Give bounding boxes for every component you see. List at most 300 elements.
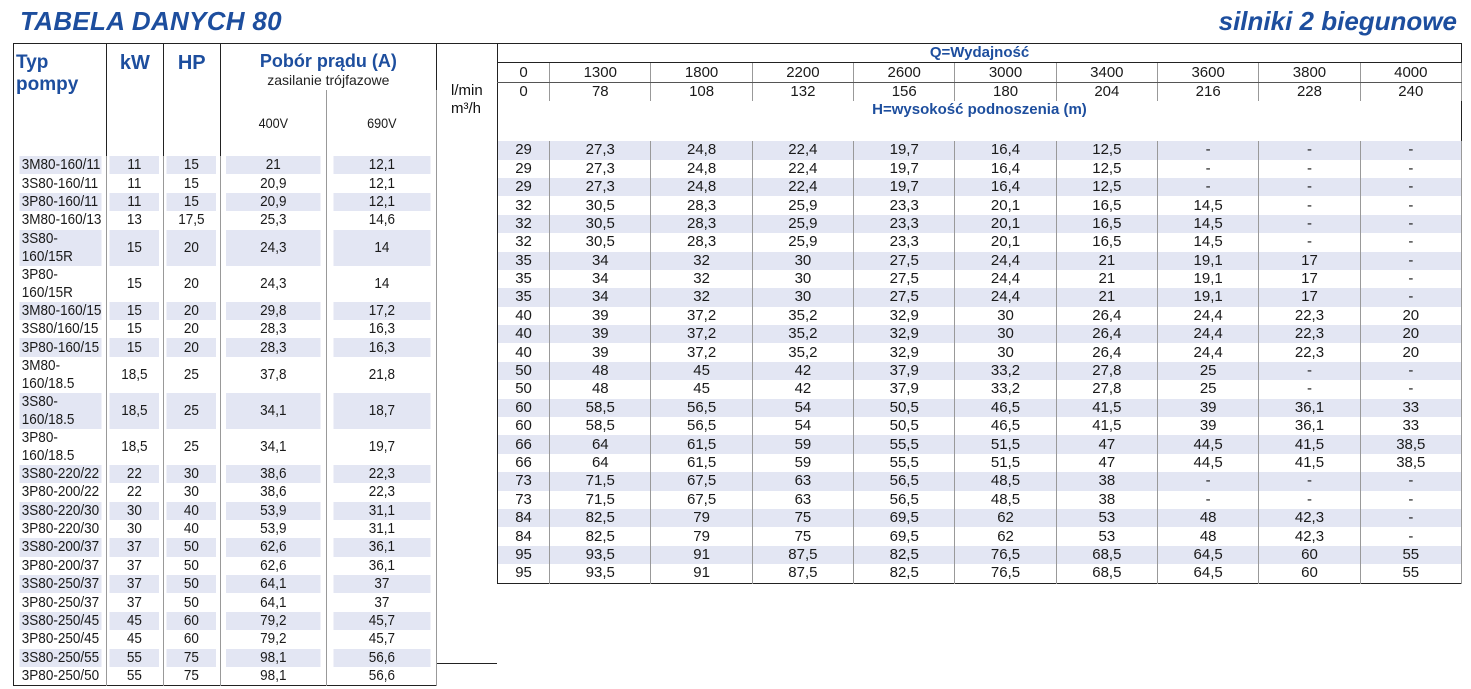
head-value-cell: 84 bbox=[498, 527, 550, 545]
head-value-cell: 32 bbox=[498, 196, 550, 214]
head-value-cell: 21 bbox=[1056, 252, 1157, 270]
head-value-cell: - bbox=[1158, 491, 1259, 509]
head-value-cell: 40 bbox=[498, 325, 550, 343]
pump-type-cell: 3S80-160/18.5 bbox=[18, 393, 102, 429]
header-690v: 690V bbox=[332, 90, 431, 156]
head-value-cell: 27,5 bbox=[854, 252, 955, 270]
head-value-cell: 61,5 bbox=[651, 435, 752, 453]
table-row bbox=[498, 288, 1462, 306]
head-value-cell: - bbox=[1360, 196, 1461, 214]
hp-cell: 20 bbox=[166, 302, 217, 320]
current-400v-cell: 79,2 bbox=[226, 630, 322, 648]
head-value-cell: 20,1 bbox=[955, 233, 1056, 251]
head-value-cell: 30,5 bbox=[550, 215, 651, 233]
current-690v-cell: 45,7 bbox=[332, 612, 431, 630]
current-400v-cell: 53,9 bbox=[226, 520, 322, 538]
head-value-cell: 56,5 bbox=[651, 399, 752, 417]
head-value-cell: 27,3 bbox=[550, 141, 651, 159]
kw-cell: 18,5 bbox=[109, 357, 160, 393]
header-pump-type: Typ pompy bbox=[14, 44, 107, 157]
head-value-cell: 75 bbox=[752, 509, 853, 527]
table-row bbox=[14, 174, 437, 192]
head-value-cell: 29 bbox=[498, 160, 550, 178]
head-value-cell: 87,5 bbox=[752, 546, 853, 564]
flow-lmin-cell: 2600 bbox=[854, 63, 955, 82]
head-value-cell: 76,5 bbox=[955, 564, 1056, 583]
current-690v-cell: 19,7 bbox=[332, 429, 431, 465]
head-value-cell: 54 bbox=[752, 417, 853, 435]
head-value-cell: 59 bbox=[752, 435, 853, 453]
hp-cell: 60 bbox=[166, 630, 217, 648]
head-value-cell: 67,5 bbox=[651, 472, 752, 490]
pump-type-cell: 3S80-220/22 bbox=[18, 465, 102, 483]
head-value-cell: 24,4 bbox=[955, 270, 1056, 288]
pump-spec-body bbox=[14, 156, 437, 686]
table-row bbox=[498, 196, 1462, 214]
current-690v-cell: 36,1 bbox=[332, 538, 431, 556]
kw-cell: 11 bbox=[109, 193, 160, 211]
current-400v-cell: 34,1 bbox=[226, 393, 322, 429]
head-value-cell: 41,5 bbox=[1259, 435, 1360, 453]
current-690v-cell: 14 bbox=[332, 230, 431, 266]
current-690v-cell: 12,1 bbox=[332, 156, 431, 174]
head-value-cell: 26,4 bbox=[1056, 343, 1157, 361]
head-value-cell: 66 bbox=[498, 435, 550, 453]
pump-type-cell: 3P80-250/45 bbox=[18, 630, 102, 648]
head-value-cell: 33 bbox=[1360, 399, 1461, 417]
head-value-cell: 44,5 bbox=[1158, 454, 1259, 472]
head-value-cell: 47 bbox=[1056, 435, 1157, 453]
hp-cell: 25 bbox=[166, 357, 217, 393]
hp-cell: 20 bbox=[166, 338, 217, 356]
head-value-cell: 36,1 bbox=[1259, 417, 1360, 435]
kw-cell: 15 bbox=[109, 230, 160, 266]
table-row bbox=[14, 649, 437, 667]
head-value-cell: 50 bbox=[498, 362, 550, 380]
current-400v-cell: 25,3 bbox=[226, 211, 322, 229]
head-value-cell: 37,2 bbox=[651, 343, 752, 361]
table-row bbox=[498, 435, 1462, 453]
head-value-cell: 39 bbox=[1158, 417, 1259, 435]
head-value-cell: 32 bbox=[651, 288, 752, 306]
head-value-cell: - bbox=[1360, 178, 1461, 196]
head-value-cell: 62 bbox=[955, 527, 1056, 545]
table-row bbox=[498, 215, 1462, 233]
head-value-cell: 34 bbox=[550, 252, 651, 270]
unit-column bbox=[437, 43, 497, 664]
current-690v-cell: 31,1 bbox=[332, 502, 431, 520]
head-value-cell: - bbox=[1360, 141, 1461, 159]
kw-cell: 55 bbox=[109, 649, 160, 667]
kw-cell: 55 bbox=[109, 667, 160, 686]
head-value-cell: 63 bbox=[752, 472, 853, 490]
head-value-cell: 71,5 bbox=[550, 491, 651, 509]
flow-m3h-cell: 132 bbox=[752, 82, 853, 101]
current-400v-cell: 38,6 bbox=[226, 465, 322, 483]
head-value-cell: 20 bbox=[1360, 307, 1461, 325]
head-value-cell: 25,9 bbox=[752, 196, 853, 214]
head-value-cell: 25,9 bbox=[752, 233, 853, 251]
hp-cell: 25 bbox=[166, 393, 217, 429]
head-value-cell: 17 bbox=[1259, 270, 1360, 288]
current-690v-cell: 56,6 bbox=[332, 649, 431, 667]
current-690v-cell: 18,7 bbox=[332, 393, 431, 429]
head-value-cell: 39 bbox=[550, 325, 651, 343]
head-value-cell: 91 bbox=[651, 564, 752, 583]
head-value-cell: 24,8 bbox=[651, 160, 752, 178]
head-value-cell: 27,3 bbox=[550, 178, 651, 196]
table-row bbox=[498, 325, 1462, 343]
pump-type-cell: 3S80-200/37 bbox=[18, 538, 102, 556]
head-value-cell: 16,4 bbox=[955, 141, 1056, 159]
table-row bbox=[498, 252, 1462, 270]
table-row bbox=[498, 160, 1462, 178]
head-value-cell: 48,5 bbox=[955, 491, 1056, 509]
head-value-cell: 37,2 bbox=[651, 307, 752, 325]
hp-cell: 50 bbox=[166, 557, 217, 575]
head-value-cell: 22,3 bbox=[1259, 325, 1360, 343]
head-value-cell: 45 bbox=[651, 380, 752, 398]
table-row bbox=[14, 156, 437, 174]
head-value-cell: - bbox=[1158, 178, 1259, 196]
hp-cell: 50 bbox=[166, 575, 217, 593]
pump-type-cell: 3M80-160/11 bbox=[18, 156, 102, 174]
table-row bbox=[14, 557, 437, 575]
kw-cell: 15 bbox=[109, 266, 160, 302]
head-value-cell: 91 bbox=[651, 546, 752, 564]
kw-cell: 37 bbox=[109, 557, 160, 575]
head-value-cell: 37,2 bbox=[651, 325, 752, 343]
hp-cell: 30 bbox=[166, 465, 217, 483]
head-value-cell: 33,2 bbox=[955, 380, 1056, 398]
current-400v-cell: 64,1 bbox=[226, 575, 322, 593]
head-value-cell: 75 bbox=[752, 527, 853, 545]
kw-cell: 11 bbox=[109, 174, 160, 192]
head-value-cell: 56,5 bbox=[854, 472, 955, 490]
kw-cell: 22 bbox=[109, 465, 160, 483]
head-value-cell: 32 bbox=[651, 252, 752, 270]
head-value-cell: 14,5 bbox=[1158, 196, 1259, 214]
head-value-cell: - bbox=[1158, 160, 1259, 178]
table-row bbox=[498, 380, 1462, 398]
hp-cell: 20 bbox=[166, 320, 217, 338]
current-690v-cell: 56,6 bbox=[332, 667, 431, 686]
head-value-cell: 20,1 bbox=[955, 215, 1056, 233]
flow-m3h-cell: 216 bbox=[1158, 82, 1259, 101]
table-row bbox=[498, 178, 1462, 196]
flow-lmin-cell: 2200 bbox=[752, 63, 853, 82]
head-value-cell: 24,8 bbox=[651, 178, 752, 196]
hp-cell: 30 bbox=[166, 483, 217, 501]
table-row bbox=[498, 527, 1462, 545]
head-value-cell: 41,5 bbox=[1056, 399, 1157, 417]
pump-type-cell: 3S80-250/45 bbox=[18, 612, 102, 630]
kw-cell: 11 bbox=[109, 156, 160, 174]
head-value-cell: 24,4 bbox=[1158, 325, 1259, 343]
head-value-cell: 30,5 bbox=[550, 233, 651, 251]
current-690v-cell: 12,1 bbox=[332, 193, 431, 211]
head-value-cell: 12,5 bbox=[1056, 141, 1157, 159]
head-value-cell: 40 bbox=[498, 343, 550, 361]
head-value-cell: - bbox=[1259, 215, 1360, 233]
pump-type-cell: 3P80-250/37 bbox=[18, 593, 102, 611]
current-400v-cell: 53,9 bbox=[226, 502, 322, 520]
pump-type-cell: 3P80-220/30 bbox=[18, 520, 102, 538]
pump-type-cell: 3P80-200/37 bbox=[18, 557, 102, 575]
hp-cell: 15 bbox=[166, 193, 217, 211]
current-400v-cell: 28,3 bbox=[226, 320, 322, 338]
pump-type-cell: 3P80-160/15R bbox=[18, 266, 102, 302]
flow-lmin-row bbox=[498, 63, 1462, 82]
header-h-title: H=wysokość podnoszenia (m) bbox=[872, 101, 1087, 119]
head-value-cell: 22,3 bbox=[1259, 307, 1360, 325]
flow-lmin-cell: 3600 bbox=[1158, 63, 1259, 82]
head-value-cell: 48,5 bbox=[955, 472, 1056, 490]
head-value-cell: - bbox=[1259, 472, 1360, 490]
head-value-cell: 58,5 bbox=[550, 399, 651, 417]
head-value-cell: 68,5 bbox=[1056, 546, 1157, 564]
head-value-cell: - bbox=[1259, 141, 1360, 159]
head-value-cell: 95 bbox=[498, 546, 550, 564]
table-row bbox=[14, 320, 437, 338]
current-690v-cell: 12,1 bbox=[332, 174, 431, 192]
head-value-cell: 42 bbox=[752, 380, 853, 398]
table-row bbox=[14, 429, 437, 465]
head-value-cell: 16,4 bbox=[955, 178, 1056, 196]
head-value-cell: 19,7 bbox=[854, 160, 955, 178]
head-value-cell: 54 bbox=[752, 399, 853, 417]
head-value-cell: - bbox=[1360, 362, 1461, 380]
head-value-cell: 27,3 bbox=[550, 160, 651, 178]
head-value-cell: 21 bbox=[1056, 270, 1157, 288]
head-value-cell: 33 bbox=[1360, 417, 1461, 435]
head-value-cell: 45 bbox=[651, 362, 752, 380]
head-value-cell: 35,2 bbox=[752, 307, 853, 325]
head-value-cell: 28,3 bbox=[651, 233, 752, 251]
head-value-cell: 93,5 bbox=[550, 564, 651, 583]
head-value-cell: - bbox=[1360, 252, 1461, 270]
head-value-cell: 51,5 bbox=[955, 454, 1056, 472]
head-value-cell: 61,5 bbox=[651, 454, 752, 472]
head-value-cell: 46,5 bbox=[955, 399, 1056, 417]
head-value-cell: 87,5 bbox=[752, 564, 853, 583]
current-690v-cell: 16,3 bbox=[332, 320, 431, 338]
head-value-cell: 22,4 bbox=[752, 141, 853, 159]
head-value-cell: - bbox=[1360, 233, 1461, 251]
kw-cell: 15 bbox=[109, 320, 160, 338]
current-400v-cell: 79,2 bbox=[226, 612, 322, 630]
flow-m3h-cell: 108 bbox=[651, 82, 752, 101]
head-value-cell: 50,5 bbox=[854, 417, 955, 435]
flow-lmin-cell: 3000 bbox=[955, 63, 1056, 82]
head-value-cell: 33,2 bbox=[955, 362, 1056, 380]
current-400v-cell: 98,1 bbox=[226, 649, 322, 667]
head-value-cell: 44,5 bbox=[1158, 435, 1259, 453]
head-value-cell: - bbox=[1360, 380, 1461, 398]
head-table-body bbox=[498, 141, 1462, 583]
kw-cell: 45 bbox=[109, 630, 160, 648]
head-value-cell: 79 bbox=[651, 527, 752, 545]
header-hp: HP bbox=[163, 44, 220, 157]
head-value-cell: 38 bbox=[1056, 472, 1157, 490]
head-value-cell: 24,4 bbox=[955, 288, 1056, 306]
head-value-cell: 56,5 bbox=[854, 491, 955, 509]
head-value-cell: 22,4 bbox=[752, 160, 853, 178]
header-current-sub: zasilanie trójfazowe bbox=[267, 72, 390, 88]
head-value-cell: 32 bbox=[498, 233, 550, 251]
head-value-cell: 60 bbox=[1259, 546, 1360, 564]
flow-m3h-cell: 78 bbox=[550, 82, 651, 101]
head-value-cell: 20,1 bbox=[955, 196, 1056, 214]
head-value-cell: 17 bbox=[1259, 288, 1360, 306]
kw-cell: 15 bbox=[109, 338, 160, 356]
head-value-cell: - bbox=[1259, 362, 1360, 380]
head-value-cell: - bbox=[1259, 178, 1360, 196]
current-690v-cell: 21,8 bbox=[332, 357, 431, 393]
table-row bbox=[498, 343, 1462, 361]
current-400v-cell: 24,3 bbox=[226, 230, 322, 266]
head-value-cell: 47 bbox=[1056, 454, 1157, 472]
table-row bbox=[498, 270, 1462, 288]
flow-lmin-cell: 3400 bbox=[1056, 63, 1157, 82]
head-value-cell: - bbox=[1360, 472, 1461, 490]
pump-type-cell: 3P80-200/22 bbox=[18, 483, 102, 501]
head-value-cell: 14,5 bbox=[1158, 215, 1259, 233]
head-value-cell: 19,7 bbox=[854, 141, 955, 159]
flow-m3h-cell: 240 bbox=[1360, 82, 1461, 101]
head-value-cell: 14,5 bbox=[1158, 233, 1259, 251]
head-value-cell: 84 bbox=[498, 509, 550, 527]
kw-cell: 37 bbox=[109, 575, 160, 593]
head-value-cell: 12,5 bbox=[1056, 178, 1157, 196]
head-value-cell: 35 bbox=[498, 252, 550, 270]
current-400v-cell: 98,1 bbox=[226, 667, 322, 686]
current-400v-cell: 24,3 bbox=[226, 266, 322, 302]
table-row bbox=[498, 307, 1462, 325]
head-value-cell: 28,3 bbox=[651, 215, 752, 233]
kw-cell: 18,5 bbox=[109, 393, 160, 429]
head-value-cell: 55,5 bbox=[854, 435, 955, 453]
table-row bbox=[14, 465, 437, 483]
pump-type-cell: 3P80-160/15 bbox=[18, 338, 102, 356]
head-value-cell: 63 bbox=[752, 491, 853, 509]
current-400v-cell: 37,8 bbox=[226, 357, 322, 393]
head-value-cell: 46,5 bbox=[955, 417, 1056, 435]
pump-type-cell: 3S80/160/15 bbox=[18, 320, 102, 338]
head-value-cell: 93,5 bbox=[550, 546, 651, 564]
kw-cell: 15 bbox=[109, 302, 160, 320]
table-row bbox=[498, 399, 1462, 417]
head-value-cell: 82,5 bbox=[854, 564, 955, 583]
header-current bbox=[220, 44, 436, 91]
head-value-cell: 27,5 bbox=[854, 270, 955, 288]
head-table bbox=[497, 43, 1462, 584]
head-value-cell: 59 bbox=[752, 454, 853, 472]
hp-cell: 75 bbox=[166, 667, 217, 686]
table-row bbox=[14, 483, 437, 501]
head-value-cell: 73 bbox=[498, 472, 550, 490]
table-row bbox=[14, 230, 437, 266]
flow-m3h-cell: 180 bbox=[955, 82, 1056, 101]
header-kw: kW bbox=[106, 44, 163, 157]
table-row bbox=[14, 338, 437, 356]
unit-lmin: l/min bbox=[451, 82, 483, 99]
hp-cell: 50 bbox=[166, 538, 217, 556]
table-row bbox=[14, 302, 437, 320]
head-value-cell: 26,4 bbox=[1056, 307, 1157, 325]
current-400v-cell: 20,9 bbox=[226, 174, 322, 192]
current-690v-cell: 31,1 bbox=[332, 520, 431, 538]
head-value-cell: 68,5 bbox=[1056, 564, 1157, 583]
head-value-cell: 30 bbox=[752, 270, 853, 288]
pump-type-cell: 3M80-160/13 bbox=[18, 211, 102, 229]
head-value-cell: 27,5 bbox=[854, 288, 955, 306]
kw-cell: 13 bbox=[109, 211, 160, 229]
kw-cell: 37 bbox=[109, 593, 160, 611]
current-400v-cell: 28,3 bbox=[226, 338, 322, 356]
kw-cell: 37 bbox=[109, 538, 160, 556]
head-value-cell: 25 bbox=[1158, 380, 1259, 398]
head-value-cell: 79 bbox=[651, 509, 752, 527]
head-value-cell: 30 bbox=[752, 252, 853, 270]
hp-cell: 75 bbox=[166, 649, 217, 667]
head-value-cell: 30 bbox=[955, 307, 1056, 325]
current-690v-cell: 17,2 bbox=[332, 302, 431, 320]
head-value-cell: 66 bbox=[498, 454, 550, 472]
head-value-cell: 38,5 bbox=[1360, 454, 1461, 472]
table-row bbox=[14, 630, 437, 648]
head-value-cell: 95 bbox=[498, 564, 550, 583]
head-value-cell: 23,3 bbox=[854, 215, 955, 233]
hp-cell: 40 bbox=[166, 502, 217, 520]
table-row bbox=[498, 546, 1462, 564]
header-current-title: Pobór prądu (A) bbox=[259, 51, 397, 71]
head-value-cell: 48 bbox=[1158, 509, 1259, 527]
head-value-cell: 36,1 bbox=[1259, 399, 1360, 417]
hp-cell: 25 bbox=[166, 429, 217, 465]
table-row bbox=[498, 564, 1462, 583]
head-value-cell: 25 bbox=[1158, 362, 1259, 380]
data-sheet bbox=[13, 43, 1462, 685]
current-400v-cell: 34,1 bbox=[226, 429, 322, 465]
pump-type-cell: 3S80-250/55 bbox=[18, 649, 102, 667]
head-value-cell: 38,5 bbox=[1360, 435, 1461, 453]
current-690v-cell: 14 bbox=[332, 266, 431, 302]
table-row bbox=[498, 362, 1462, 380]
flow-lmin-cell: 0 bbox=[498, 63, 550, 82]
head-value-cell: 55 bbox=[1360, 546, 1461, 564]
head-value-cell: - bbox=[1259, 160, 1360, 178]
head-value-cell: 82,5 bbox=[550, 527, 651, 545]
pump-type-cell: 3M80-160/15 bbox=[18, 302, 102, 320]
head-value-cell: 16,4 bbox=[955, 160, 1056, 178]
head-value-cell: - bbox=[1158, 141, 1259, 159]
current-400v-cell: 62,6 bbox=[226, 538, 322, 556]
head-value-cell: 51,5 bbox=[955, 435, 1056, 453]
current-690v-cell: 16,3 bbox=[332, 338, 431, 356]
head-value-cell: 60 bbox=[498, 417, 550, 435]
head-value-cell: 73 bbox=[498, 491, 550, 509]
flow-lmin-cell: 1300 bbox=[550, 63, 651, 82]
head-value-cell: - bbox=[1259, 491, 1360, 509]
table-row bbox=[14, 211, 437, 229]
head-value-cell: 23,3 bbox=[854, 196, 955, 214]
head-value-cell: 24,8 bbox=[651, 141, 752, 159]
head-value-cell: 19,7 bbox=[854, 178, 955, 196]
head-value-cell: 60 bbox=[498, 399, 550, 417]
table-row bbox=[14, 502, 437, 520]
head-value-cell: 30 bbox=[752, 288, 853, 306]
